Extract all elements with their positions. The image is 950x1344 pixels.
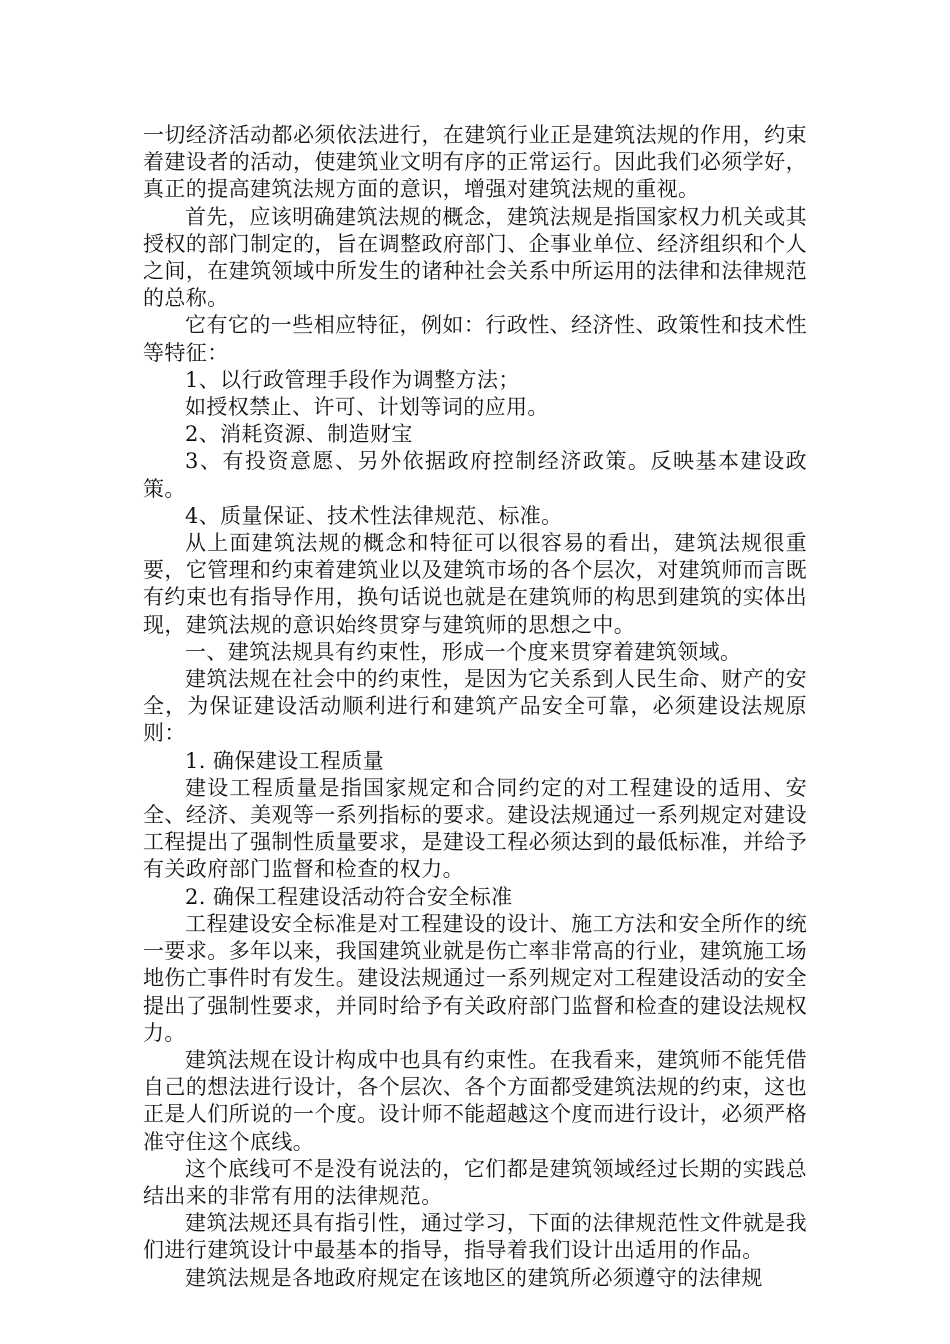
paragraph: 建筑法规还具有指引性，通过学习，下面的法律规范性文件就是我们进行建筑设计中最基本的指导，指导着我们设计出适用的作品。 xyxy=(143,1211,807,1263)
paragraph: 建筑法规在社会中的约束性，是因为它关系到人民生命、财产的安全，为保证建设活动顺利进行和建筑产品安全可靠，必须建设法规原则： xyxy=(143,667,807,746)
paragraph: 建筑法规是各地政府规定在该地区的建筑所必须遵守的法律规 xyxy=(185,1265,763,1290)
list-item: 4、质量保证、技术性法律规范、标准。 xyxy=(185,503,563,528)
list-item: 2、消耗资源、制造财宝 xyxy=(185,422,413,447)
paragraph: 首先，应该明确建筑法规的概念，建筑法规是指国家权力机关或其授权的部门制定的，旨在调整政府部门、企事业单位、经济组织和个人之间，在建筑领域中所发生的诸种社会关系中所运用的法律和法律规范的总称。 xyxy=(143,204,807,311)
paragraph: 一切经济活动都必须依法进行，在建筑行业正是建筑法规的作用，约束着建设者的活动，使建筑业文明有序的正常运行。因此我们必须学好，真正的提高建筑法规方面的意识，增强对建筑法规的重视。 xyxy=(143,123,807,202)
paragraph: 从上面建筑法规的概念和特征可以很容易的看出，建筑法规很重要，它管理和约束着建筑业以及建筑市场的各个层次，对建筑师而言既有约束也有指导作用，换句话说也就是在建筑师的构思到建筑的实体出现，建筑法规的意识始终贯穿与建筑师的思想之中。 xyxy=(143,531,807,637)
paragraph: 建设工程质量是指国家规定和合同约定的对工程建设的适用、安全、经济、美观等一系列指标的要求。建设法规通过一系列规定对建设工程提出了强制性质量要求，是建设工程必须达到的最低标准，并给予有关政府部门监督和检查的权力。 xyxy=(143,775,807,882)
list-item: 1、以行政管理手段作为调整方法； xyxy=(185,367,520,392)
paragraph: 工程建设安全标准是对工程建设的设计、施工方法和安全所作的统一要求。多年以来，我国建筑业就是伤亡率非常高的行业，建筑施工场地伤亡事件时有发生。建设法规通过一系列规定对工程建设活动的安全提出了强制性要求，并同时给予有关政府部门监督和检查的建设法规权力。 xyxy=(143,911,807,1045)
subsection-heading: 2. 确保工程建设活动符合安全标准 xyxy=(185,884,513,909)
document-body xyxy=(143,122,807,1292)
section-heading: 一、建筑法规具有约束性，形成一个度来贯穿着建筑领域。 xyxy=(185,639,742,664)
subsection-heading: 1. 确保建设工程质量 xyxy=(185,748,385,773)
paragraph: 这个底线可不是没有说法的，它们都是建筑领域经过长期的实践总结出来的非常有用的法律规范。 xyxy=(143,1156,807,1208)
paragraph: 建筑法规在设计构成中也具有约束性。在我看来，建筑师不能凭借自己的想法进行设计，各个层次、各个方面都受建筑法规的约束，这也正是人们所说的一个度。设计师不能超越这个度而进行设计，必须严格准守住这个底线。 xyxy=(143,1047,807,1154)
list-item: 3、有投资意愿、另外依据政府控制经济政策。反映基本建设政策。 xyxy=(143,449,807,501)
paragraph: 如授权禁止、许可、计划等词的应用。 xyxy=(185,395,549,420)
paragraph: 它有它的一些相应特征，例如：行政性、经济性、政策性和技术性等特征： xyxy=(143,313,807,365)
